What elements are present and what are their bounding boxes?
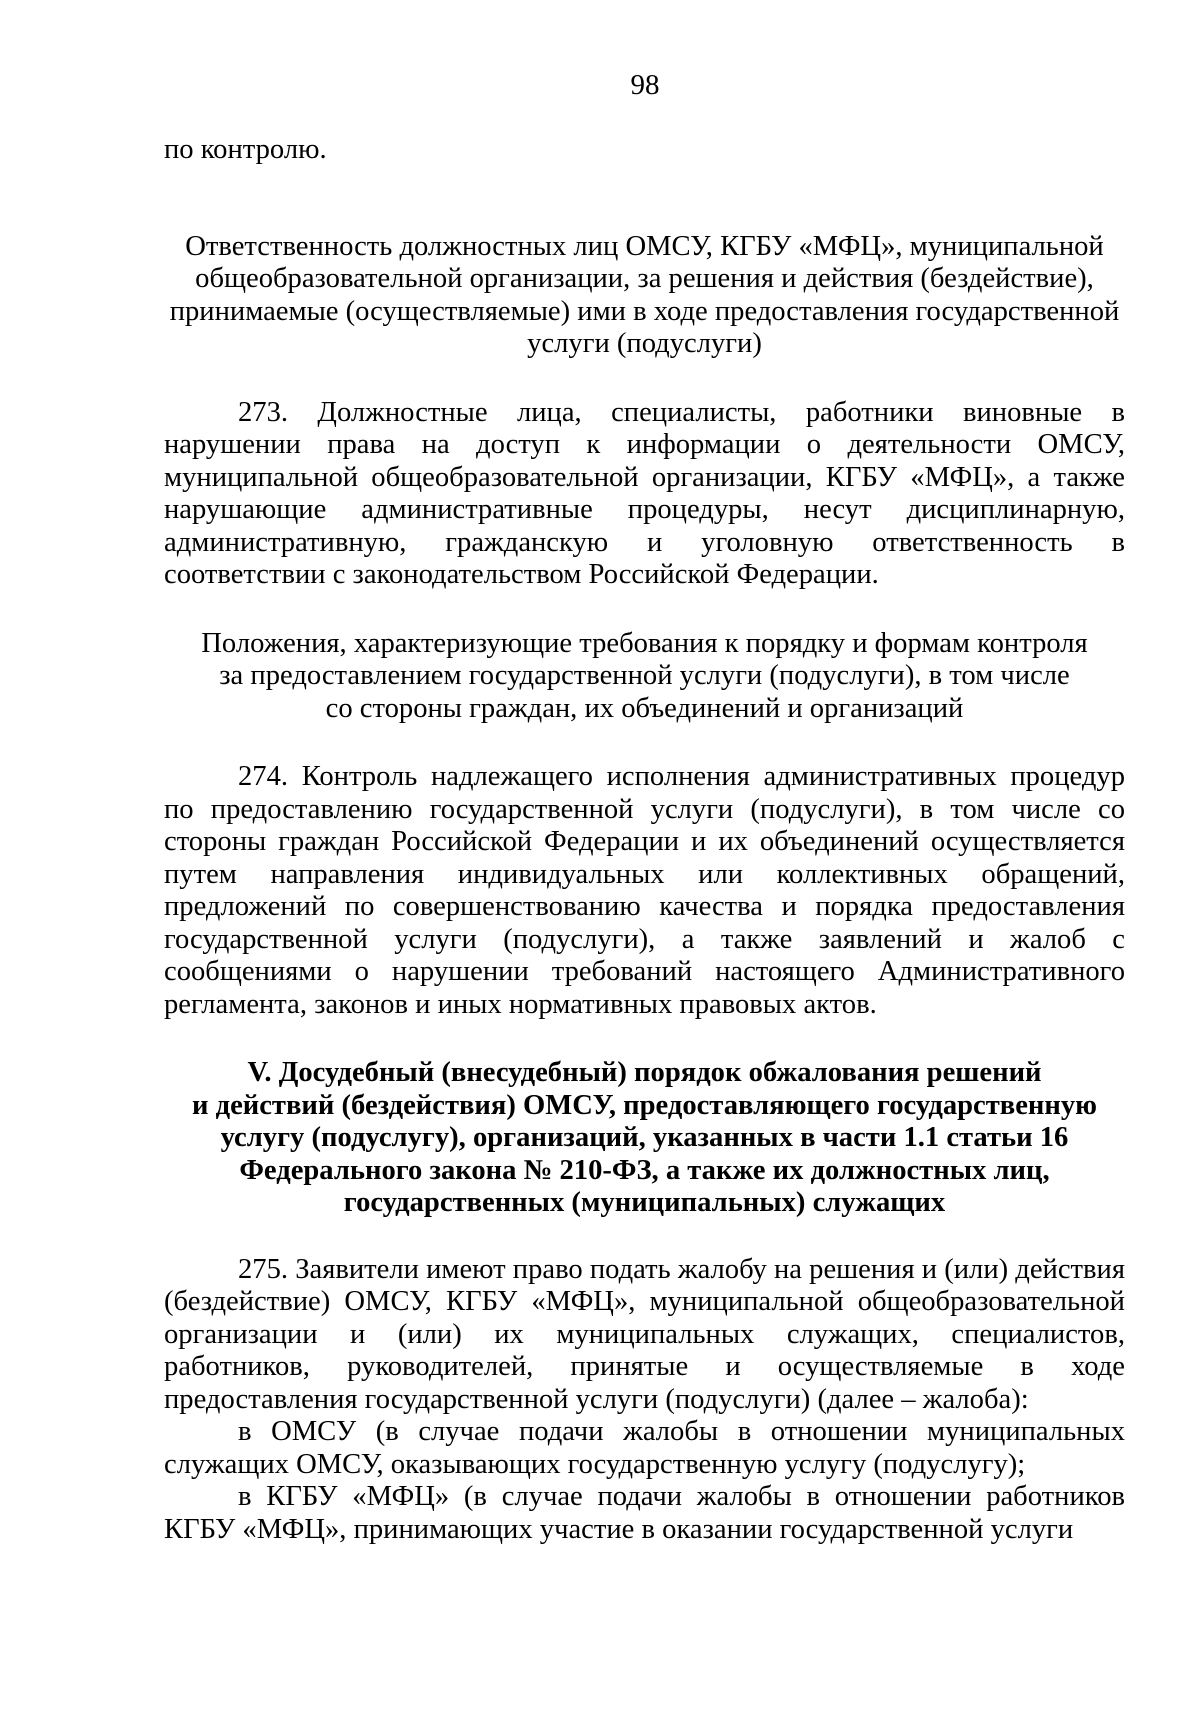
- heading-line: общеобразовательной организации, за решения и действия (бездействие),: [195, 263, 1094, 294]
- heading-line: Федерального закона № 210-ФЗ, а также их должностных лиц,: [239, 1154, 1050, 1186]
- heading-line: услуги (подуслуги): [527, 328, 762, 359]
- continuation-text: по контролю.: [164, 134, 327, 165]
- heading-line: государственных (муниципальных) служащих: [343, 1187, 946, 1218]
- document-body: [164, 134, 1125, 1546]
- heading-line: за предоставлением государственной услуги (подуслуги), в том числе: [219, 660, 1070, 691]
- section-v-heading: [164, 1057, 1125, 1220]
- paragraph-omsu: в ОМСУ (в случае подачи жалобы в отношении муниципальных служащих ОМСУ, оказывающих государственную услугу (подуслугу);: [164, 1416, 1125, 1480]
- heading-line: и действий (бездействия) ОМСУ, предоставляющего государственную: [191, 1089, 1097, 1121]
- paragraph-273: 273. Должностные лица, специалисты, работники виновные в нарушении права на доступ к информации о деятельности ОМСУ, муниципальной общеобразовательной организации, КГБУ «МФЦ», а также нарушающие административные процедуры, несут дисциплинарную, административную, гражданскую и уголовную ответственность в соответствии с законодательством Российской Федерации.: [164, 396, 1125, 590]
- heading-line: со стороны граждан, их объединений и организаций: [325, 692, 964, 724]
- heading-line: услугу (подуслугу), организаций, указанных в части 1.1 статьи 16: [220, 1122, 1069, 1153]
- heading-responsibility: [164, 231, 1125, 361]
- heading-control-provisions: [164, 628, 1125, 726]
- heading-line: V. Досудебный (внесудебный) порядок обжалования решений: [247, 1057, 1042, 1088]
- paragraph-274: 274. Контроль надлежащего исполнения административных процедур по предоставлению государственной услуги (подуслуги), в том числе со стороны граждан Российской Федерации и их объединений осуществляется путем направления индивидуальных или коллективных обращений, предложений по совершенствованию качества и порядка предоставления государственной услуги (подуслуги), а также заявлений и жалоб с сообщениями о нарушении требований настоящего Административного регламента, законов и иных нормативных правовых актов.: [164, 761, 1125, 1020]
- heading-line: Ответственность должностных лиц ОМСУ, КГБУ «МФЦ», муниципальной: [185, 230, 1104, 262]
- paragraph-275: 275. Заявители имеют право подать жалобу на решения и (или) действия (бездействие) ОМСУ, КГБУ «МФЦ», муниципальной общеобразовательной организации и (или) их муниципальных служащих, специалистов, работников, руководителей, принятые и осуществляемые в ходе предоставления государственной услуги (подуслуги) (далее – жалоба):: [164, 1253, 1125, 1415]
- heading-line: принимаемые (осуществляемые) ими в ходе предоставления государственной: [169, 295, 1120, 327]
- paragraph-kgbu: в КГБУ «МФЦ» (в случае подачи жалобы в отношении работников КГБУ «МФЦ», принимающих участие в оказании государственной услуги: [164, 1481, 1125, 1545]
- heading-line: Положения, характеризующие требования к порядку и формам контроля: [201, 627, 1088, 659]
- page-number: 98: [630, 69, 660, 101]
